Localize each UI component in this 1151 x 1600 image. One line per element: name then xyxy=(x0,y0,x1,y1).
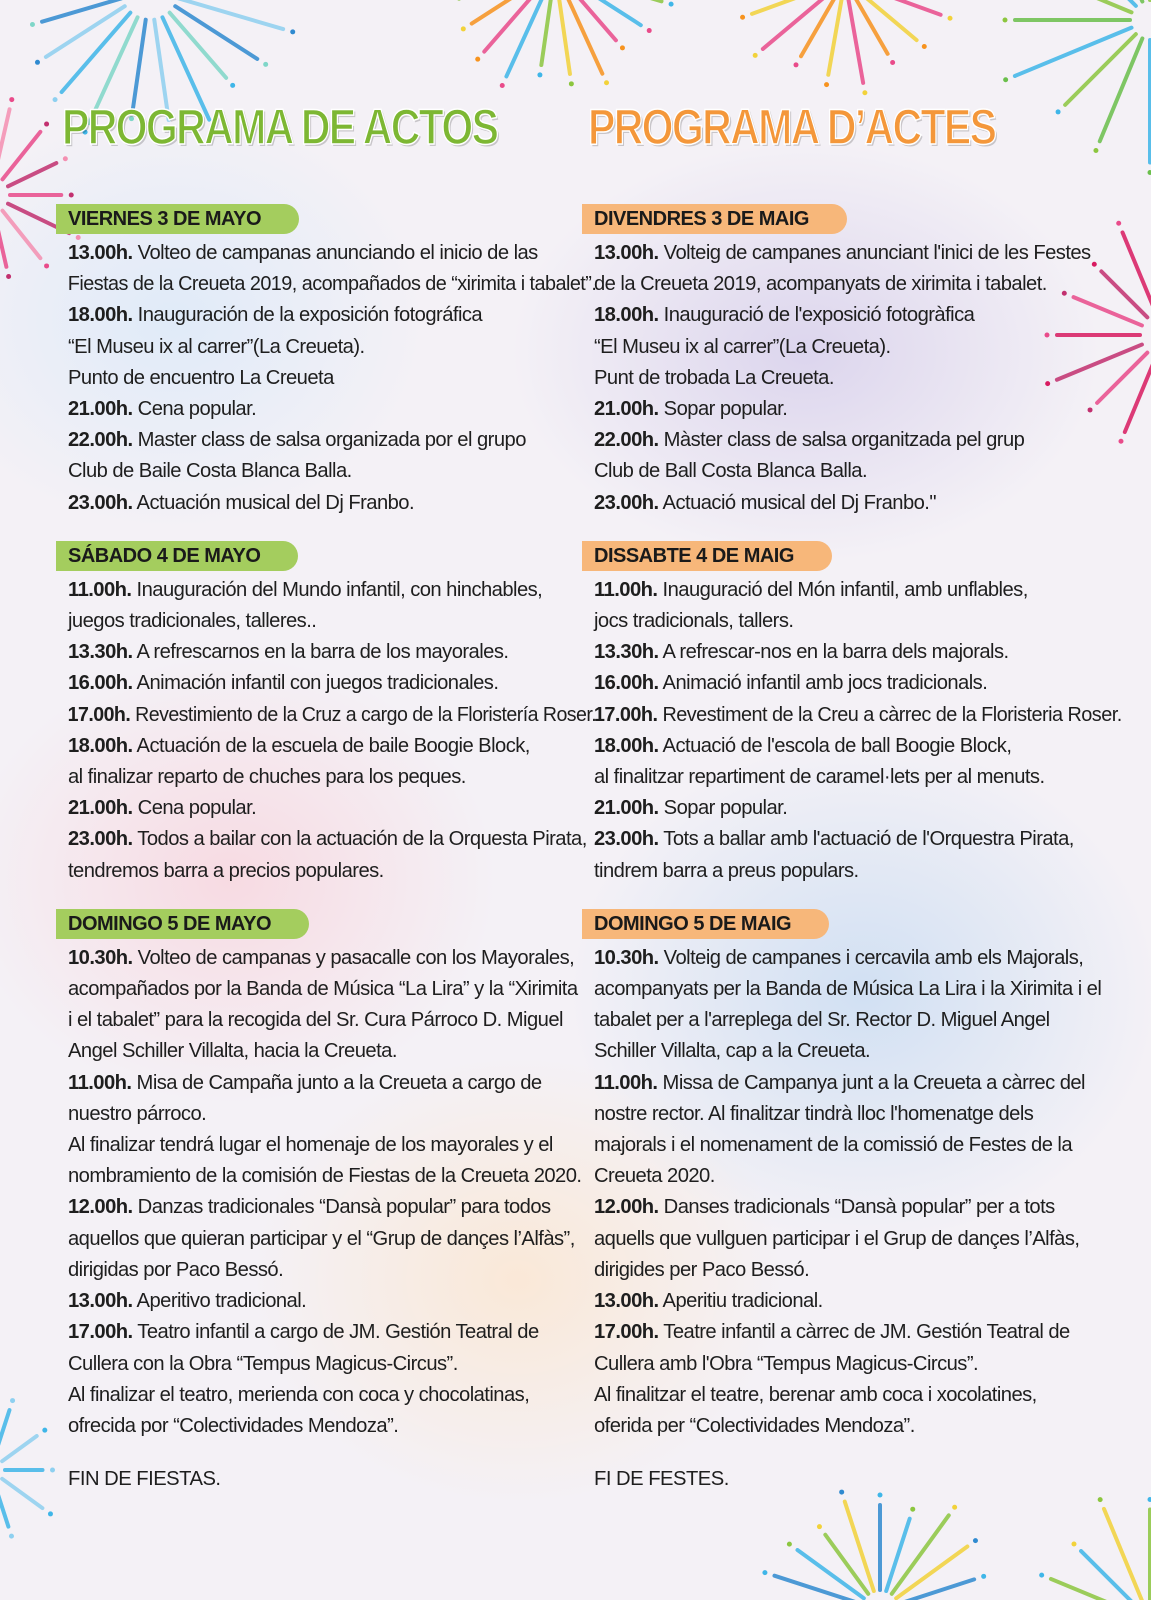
program-line xyxy=(582,668,1122,699)
event-text: Punto de encuentro La Creueta xyxy=(68,366,334,389)
event-text: Creueta 2020. xyxy=(594,1165,715,1188)
firework-spark xyxy=(457,0,462,1)
event-time: 12.00h. xyxy=(68,1196,133,1219)
event-text: Cena popular. xyxy=(132,398,257,421)
spanish-program-column xyxy=(56,204,596,1495)
program-line xyxy=(56,943,596,974)
event-text: Danses tradicionals “Dansà popular” per a tots xyxy=(658,1196,1055,1219)
event-time: 23.00h. xyxy=(68,491,133,514)
event-time: 22.00h. xyxy=(68,429,133,452)
program-line xyxy=(582,824,1122,855)
event-text: Volteig de campanes i cercavila amb els Majorals, xyxy=(658,946,1084,969)
event-text: oferida per “Colectividades Mendoza”. xyxy=(594,1414,915,1437)
event-text: Aperitivo tradicional. xyxy=(132,1290,307,1313)
program-line xyxy=(582,332,1122,363)
firework-spark xyxy=(1098,1497,1103,1502)
firework-spark xyxy=(9,97,14,102)
program-line xyxy=(582,1099,1122,1130)
event-text: Animació infantil amb jocs tradicionals. xyxy=(658,672,988,695)
firework-spark xyxy=(290,29,295,34)
event-text: Aperitiu tradicional. xyxy=(658,1290,823,1313)
firework-spark xyxy=(647,28,652,33)
firework-spark xyxy=(1003,77,1008,82)
event-time: 11.00h. xyxy=(594,578,658,601)
program-line xyxy=(582,700,1122,731)
firework-spark xyxy=(53,97,58,102)
event-text: Misa de Campaña junto a la Creueta a cargo de xyxy=(131,1071,542,1094)
event-text: Al finalizar tendrá lugar el homenaje de los mayorales y el xyxy=(68,1134,553,1157)
event-time: 18.00h. xyxy=(68,304,133,327)
event-text: Club de Baile Costa Blanca Balla. xyxy=(68,460,352,483)
event-time: 17.00h. xyxy=(67,703,131,726)
firework-spark xyxy=(569,81,574,86)
event-text: Volteig de campanes anunciant l'inici de les Festes xyxy=(658,242,1091,264)
program-line xyxy=(582,1224,1122,1255)
end-of-festivities: FIN DE FIESTAS. xyxy=(68,1468,221,1491)
firework-ray xyxy=(558,0,570,74)
event-time: 21.00h. xyxy=(594,797,659,820)
program-line xyxy=(582,363,1122,394)
event-text: A refrescar-nos en la barra dels majorals. xyxy=(658,641,1009,664)
program-line xyxy=(582,1130,1122,1161)
firework-ray xyxy=(856,0,916,40)
event-text: Actuación de la escuela de baile Boogie Block, xyxy=(132,734,530,757)
firework-spark xyxy=(44,122,49,127)
firework-ray xyxy=(1123,232,1151,311)
firework-ray xyxy=(845,1502,874,1591)
program-line xyxy=(582,1036,1122,1067)
firework-spark xyxy=(1039,1573,1044,1578)
firework-ray xyxy=(179,0,283,29)
firework-spark xyxy=(753,53,758,58)
program-line xyxy=(582,606,1122,637)
program-line xyxy=(56,856,596,887)
event-time: 22.00h. xyxy=(594,429,659,452)
event-text: Club de Ball Costa Blanca Balla. xyxy=(594,460,868,483)
program-line xyxy=(582,856,1122,887)
program-line xyxy=(582,394,1122,425)
program-line xyxy=(582,300,1122,331)
firework-spark xyxy=(620,45,625,50)
firework-spark xyxy=(500,83,505,88)
day-header: VIERNES 3 DE MAYO xyxy=(56,204,299,234)
firework-spark xyxy=(824,82,829,87)
firework-spark xyxy=(44,263,49,268)
event-text: Sopar popular. xyxy=(658,398,788,421)
firework-spark xyxy=(973,1538,978,1543)
firework-ray xyxy=(541,0,552,65)
firework-spark xyxy=(30,22,35,27)
program-line xyxy=(582,637,1122,668)
program-line xyxy=(582,1411,1122,1442)
event-text: Sopar popular. xyxy=(658,797,788,820)
program-line xyxy=(56,300,596,331)
firework-spark xyxy=(1148,1497,1151,1502)
firework-spark xyxy=(1056,109,1061,114)
program-line xyxy=(56,425,596,456)
firework-ray xyxy=(8,163,56,186)
event-time: 11.00h. xyxy=(68,578,132,601)
firework-spark xyxy=(63,156,68,161)
event-time: 12.00h. xyxy=(594,1196,659,1219)
event-text: Angel Schiller Villalta, hacia la Creueta. xyxy=(68,1040,397,1063)
firework-spark xyxy=(1148,170,1151,175)
firework-ray xyxy=(848,0,864,83)
event-text: Actuació de l'escola de ball Boogie Block, xyxy=(658,734,1012,757)
event-text: de la Creueta 2019, acompanyats de xirimita i tabalet. xyxy=(594,273,1047,296)
program-line xyxy=(56,1411,596,1442)
firework-spark xyxy=(787,1542,792,1547)
firework-spark xyxy=(6,274,11,279)
program-line xyxy=(56,269,597,300)
event-text: Actuació musical del Dj Franbo." xyxy=(658,491,936,514)
event-text: Cullera amb l'Obra “Tempus Magicus-Circus”. xyxy=(594,1352,979,1375)
program-line xyxy=(582,731,1122,762)
event-time: 21.00h. xyxy=(68,398,133,421)
program-line xyxy=(582,425,1122,456)
firework-spark xyxy=(9,1534,14,1539)
event-time: 17.00h. xyxy=(68,1321,133,1344)
event-text: Inauguració de l'exposició fotogràfica xyxy=(658,304,975,327)
program-line xyxy=(582,1380,1122,1411)
event-text: aquells que vullguen participar i el Grup de dançes l’Alfàs, xyxy=(594,1227,1080,1250)
program-line xyxy=(56,238,596,269)
program-line xyxy=(56,731,596,762)
event-text: dirigidas por Paco Bessó. xyxy=(68,1258,284,1281)
day-block xyxy=(582,204,1122,519)
day-header: SÁBADO 4 DE MAYO xyxy=(56,541,298,571)
event-text: Revestimiento de la Cruz a cargo de la Floristería Roser. xyxy=(130,703,597,726)
firework-ray xyxy=(1100,38,1143,141)
firework-ray xyxy=(2,1479,42,1508)
day-header: DISSABTE 4 DE MAIG xyxy=(582,541,832,571)
program-line xyxy=(56,974,596,1005)
firework-ray xyxy=(0,214,6,266)
program-line xyxy=(56,332,596,363)
program-line xyxy=(56,1255,596,1286)
firework-ray xyxy=(1036,0,1132,12)
end-of-festivities: FI DE FESTES. xyxy=(594,1468,729,1491)
day-block xyxy=(582,541,1122,887)
event-text: i el tabalet” para la recogida del Sr. Cura Párroco D. Miguel xyxy=(68,1009,563,1032)
event-text: Danzas tradicionales “Dansà popular” para todos xyxy=(132,1196,551,1219)
event-text: dirigides per Paco Bessó. xyxy=(594,1258,810,1281)
program-line xyxy=(56,762,596,793)
event-time: 13.00h. xyxy=(594,1290,659,1313)
program-line xyxy=(56,824,596,855)
day-header: DOMINGO 5 DE MAYO xyxy=(56,909,309,939)
firework-ray xyxy=(2,1436,37,1461)
event-text: Inauguració del Món infantil, amb unflables, xyxy=(657,578,1028,601)
program-line xyxy=(56,793,596,824)
firework-ray xyxy=(0,109,10,175)
firework-spark xyxy=(1003,18,1008,23)
program-line xyxy=(582,762,1122,793)
program-line xyxy=(582,974,1122,1005)
firework-spark xyxy=(42,1428,47,1433)
event-text: acompañados por la Banda de Música “La Lira” y la “Xirimita xyxy=(68,978,578,1001)
event-time: 23.00h. xyxy=(68,828,133,851)
event-text: tindrem barra a preus populars. xyxy=(594,859,859,882)
firework-ray xyxy=(1015,28,1132,76)
program-line xyxy=(582,1161,1122,1192)
program-line xyxy=(56,394,596,425)
event-text: “El Museu ix al carrer”(La Creueta). xyxy=(594,335,891,358)
event-text: Al finalitzar el teatre, berenar amb coca i xocolatines, xyxy=(594,1383,1037,1406)
event-time: 17.00h. xyxy=(593,703,658,726)
firework-spark xyxy=(35,60,40,65)
event-text: Cena popular. xyxy=(132,797,257,820)
event-time: 13.30h. xyxy=(68,641,133,664)
event-time: 23.00h. xyxy=(594,828,659,851)
firework-spark xyxy=(910,1507,915,1512)
program-line xyxy=(56,1349,596,1380)
program-line xyxy=(56,1317,596,1348)
firework-spark xyxy=(50,1468,55,1473)
event-text: jocs tradicionals, tallers. xyxy=(594,610,794,633)
event-text: Todos a bailar con la actuación de la Orquesta Pirata, xyxy=(132,828,587,851)
firework-spark xyxy=(862,90,867,95)
event-text: Actuación musical del Dj Franbo. xyxy=(132,491,415,514)
event-time: 10.30h. xyxy=(68,946,133,969)
event-text: majorals i el nomenament de la comissió de Festes de la xyxy=(594,1134,1073,1157)
day-header: DOMINGO 5 DE MAIG xyxy=(582,909,829,939)
program-line xyxy=(56,1286,596,1317)
page-title-spanish: PROGRAMA DE ACTOS xyxy=(62,99,498,155)
event-text: Volteo de campanas anunciando el inicio de las xyxy=(132,242,538,264)
program-line xyxy=(582,1349,1122,1380)
event-time: 16.00h. xyxy=(68,672,133,695)
firework-spark xyxy=(1071,1541,1076,1546)
event-time: 17.00h. xyxy=(594,1321,659,1344)
event-text: Teatro infantil a cargo de JM. Gestión Teatral de xyxy=(132,1321,539,1344)
program-line xyxy=(582,1192,1122,1223)
event-text: al finalitzar repartiment de caramel·lets per al menuts. xyxy=(594,766,1045,789)
event-time: 16.00h. xyxy=(594,672,659,695)
firework-ray xyxy=(0,1484,8,1526)
program-line xyxy=(56,637,596,668)
firework-spark xyxy=(537,72,542,77)
firework-ray xyxy=(133,20,146,109)
event-text: Animación infantil con juegos tradicionales. xyxy=(132,672,499,695)
firework-spark xyxy=(461,26,466,31)
event-text: nuestro párroco. xyxy=(68,1102,207,1125)
event-text: “El Museu ix al carrer”(La Creueta). xyxy=(68,335,365,358)
event-time: 13.00h. xyxy=(594,242,659,264)
event-text: aquellos que quieran participar y el “Grup de dançes l’Alfàs”, xyxy=(68,1227,575,1250)
program-line xyxy=(56,668,596,699)
event-text: tabalet per a l'arreplega del Sr. Rector D. Miguel Angel xyxy=(594,1009,1050,1032)
event-time: 10.30h. xyxy=(594,946,659,969)
event-text: juegos tradicionales, talleres.. xyxy=(68,610,317,633)
firework-spark xyxy=(794,62,799,67)
event-text: tendremos barra a precios populares. xyxy=(68,859,384,882)
event-time: 18.00h. xyxy=(68,734,133,757)
program-line xyxy=(582,1255,1122,1286)
event-time: 11.00h. xyxy=(68,1071,132,1094)
event-time: 13.00h. xyxy=(68,1290,133,1313)
firework-spark xyxy=(817,1524,822,1529)
day-block xyxy=(56,541,596,887)
program-line xyxy=(582,793,1122,824)
event-text: Tots a ballar amb l'actuació de l'Orquestra Pirata, xyxy=(658,828,1074,851)
firework-ray xyxy=(1065,34,1136,105)
firework-spark xyxy=(48,1511,53,1516)
program-line xyxy=(582,1005,1122,1036)
valencian-program-column xyxy=(582,204,1122,1495)
firework-spark xyxy=(948,16,953,21)
event-time: 13.30h. xyxy=(594,641,659,664)
event-text: Teatre infantil a càrrec de JM. Gestión Teatral de xyxy=(658,1321,1070,1344)
event-text: Master class de salsa organizada por el grupo xyxy=(132,429,526,452)
event-text: Volteo de campanas y pasacalle con los Mayorales, xyxy=(132,946,575,969)
program-line xyxy=(56,1161,596,1192)
firework-spark xyxy=(69,193,74,198)
event-text: nostre rector. Al finalitzar tindrà lloc l'homenatge dels xyxy=(594,1102,1034,1125)
firework-spark xyxy=(263,62,268,67)
program-line xyxy=(582,1068,1122,1099)
event-text: Missa de Campanya junt a la Creueta a càrrec del xyxy=(657,1071,1085,1094)
firework-ray xyxy=(828,0,842,75)
firework-spark xyxy=(10,1398,15,1403)
program-line xyxy=(56,488,596,519)
program-line xyxy=(582,269,1122,300)
program-line xyxy=(582,238,1122,269)
firework-ray xyxy=(886,1519,909,1591)
firework-ray xyxy=(574,0,661,1)
firework-spark xyxy=(604,80,609,85)
event-time: 13.00h. xyxy=(68,242,133,264)
firework-spark xyxy=(230,83,235,88)
event-text: al finalizar reparto de chuches para los peques. xyxy=(68,766,466,789)
program-line xyxy=(582,488,1122,519)
firework-spark xyxy=(475,57,480,62)
program-line xyxy=(56,1224,596,1255)
event-text: Màster class de salsa organitzada pel grup xyxy=(658,429,1025,452)
program-line xyxy=(582,943,1122,974)
program-line xyxy=(56,700,597,731)
program-line xyxy=(56,363,596,394)
program-line xyxy=(582,1286,1122,1317)
firework-spark xyxy=(762,1570,767,1575)
firework-spark xyxy=(981,1574,986,1579)
day-block xyxy=(56,204,596,519)
page-title-valencian: PROGRAMA D’ACTES xyxy=(588,99,996,155)
firework-spark xyxy=(1093,148,1098,153)
program-line xyxy=(56,1036,596,1067)
event-text: Cullera con la Obra “Tempus Magicus-Circus”. xyxy=(68,1352,458,1375)
event-text: Schiller Villalta, cap a la Creueta. xyxy=(594,1040,871,1063)
day-block xyxy=(582,909,1122,1442)
firework-spark xyxy=(669,2,674,7)
program-line xyxy=(56,1068,596,1099)
event-text: Revestiment de la Creu a càrrec de la Floristeria Roser. xyxy=(657,703,1122,726)
firework-spark xyxy=(922,44,927,49)
firework-spark xyxy=(740,15,745,20)
day-header: DIVENDRES 3 DE MAIG xyxy=(582,204,847,234)
event-text: acompanyats per la Banda de Música La Lira i la Xirimita i el xyxy=(594,978,1102,1001)
program-line xyxy=(56,1130,596,1161)
program-line xyxy=(56,575,596,606)
event-text: Fiestas de la Creueta 2019, acompañados de “xirimita i tabalet”. xyxy=(67,273,597,296)
program-line xyxy=(56,606,596,637)
event-text: Inauguración del Mundo infantil, con hinchables, xyxy=(131,578,543,601)
firework-spark xyxy=(952,1505,957,1510)
program-line xyxy=(582,575,1122,606)
firework-spark xyxy=(890,60,895,65)
event-text: Punt de trobada La Creueta. xyxy=(594,366,834,389)
event-time: 18.00h. xyxy=(594,304,659,327)
program-line xyxy=(56,1192,596,1223)
event-text: A refrescarnos en la barra de los mayorales. xyxy=(132,641,509,664)
day-block xyxy=(56,909,596,1442)
event-text: ofrecida por “Colectividades Mendoza”. xyxy=(68,1414,399,1437)
firework-ray xyxy=(1081,1551,1136,1600)
program-line xyxy=(582,456,1122,487)
program-line xyxy=(56,1099,596,1130)
program-line xyxy=(56,456,596,487)
event-time: 21.00h. xyxy=(68,797,133,820)
event-time: 23.00h. xyxy=(594,491,659,514)
firework-ray xyxy=(1104,1509,1142,1600)
event-time: 18.00h. xyxy=(594,734,659,757)
event-time: 21.00h. xyxy=(594,398,659,421)
program-line xyxy=(56,1005,596,1036)
event-time: 11.00h. xyxy=(594,1071,658,1094)
event-text: Inauguración de la exposición fotográfica xyxy=(132,304,483,327)
program-line xyxy=(582,1317,1122,1348)
firework-ray xyxy=(0,1410,9,1456)
event-text: nombramiento de la comisión de Fiestas de la Creueta 2020. xyxy=(68,1165,582,1188)
event-text: Al finalizar el teatro, merienda con coca y chocolatinas, xyxy=(68,1383,530,1406)
program-line xyxy=(56,1380,596,1411)
